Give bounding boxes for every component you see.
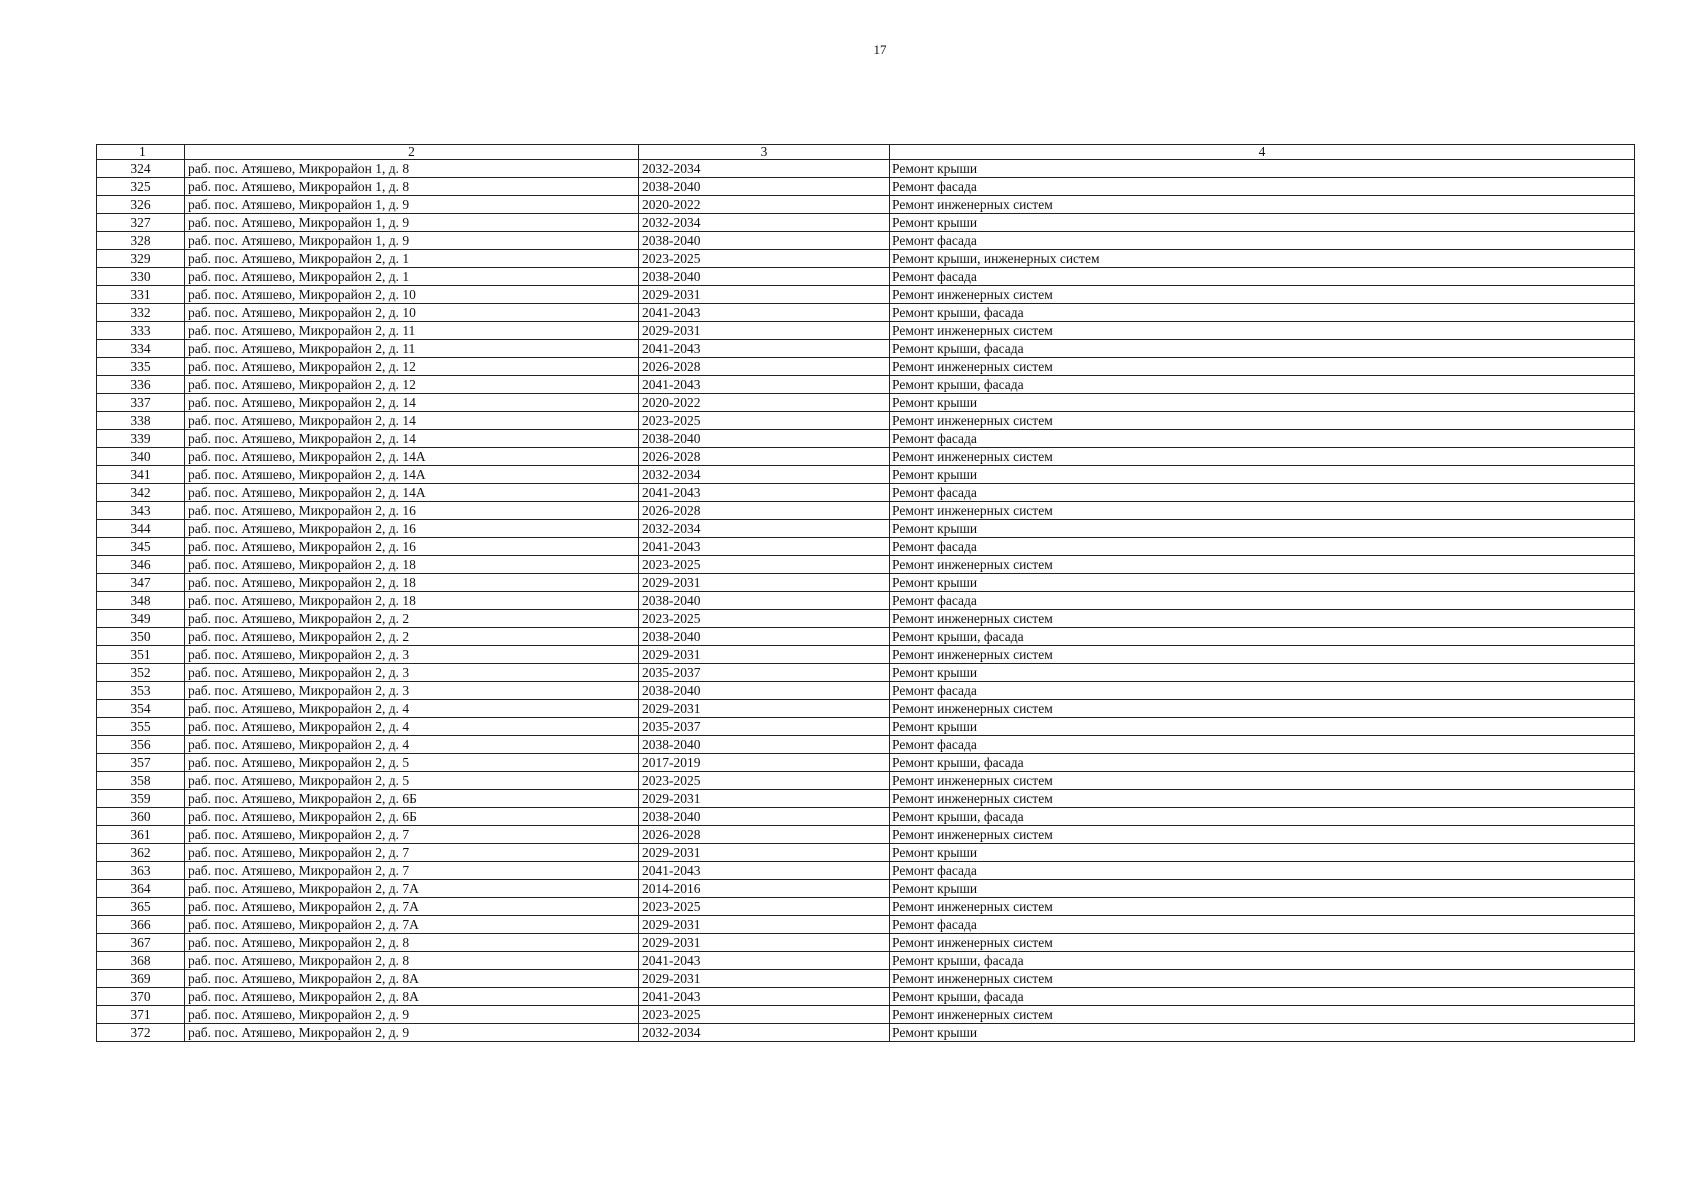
row-address: раб. пос. Атяшево, Микрорайон 2, д. 8 [185, 952, 639, 970]
table-row [97, 520, 1635, 538]
table-row [97, 268, 1635, 286]
row-period: 2032-2034 [639, 466, 890, 484]
row-period: 2023-2025 [639, 250, 890, 268]
row-period: 2023-2025 [639, 772, 890, 790]
table-row [97, 178, 1635, 196]
table-row [97, 358, 1635, 376]
table-row [97, 736, 1635, 754]
row-address: раб. пос. Атяшево, Микрорайон 2, д. 4 [185, 736, 639, 754]
row-work-type: Ремонт крыши, фасада [890, 376, 1635, 394]
table-row [97, 556, 1635, 574]
row-work-type: Ремонт фасада [890, 178, 1635, 196]
row-period: 2032-2034 [639, 214, 890, 232]
row-address: раб. пос. Атяшево, Микрорайон 2, д. 4 [185, 718, 639, 736]
row-work-type: Ремонт инженерных систем [890, 358, 1635, 376]
table-row [97, 1006, 1635, 1024]
row-work-type: Ремонт крыши [890, 394, 1635, 412]
row-work-type: Ремонт крыши [890, 520, 1635, 538]
row-address: раб. пос. Атяшево, Микрорайон 2, д. 7 [185, 862, 639, 880]
row-work-type: Ремонт инженерных систем [890, 970, 1635, 988]
row-period: 2038-2040 [639, 628, 890, 646]
row-number: 365 [97, 898, 185, 916]
table-row [97, 808, 1635, 826]
row-number: 350 [97, 628, 185, 646]
row-number: 363 [97, 862, 185, 880]
row-work-type: Ремонт фасада [890, 862, 1635, 880]
row-period: 2035-2037 [639, 664, 890, 682]
table-row [97, 340, 1635, 358]
row-work-type: Ремонт инженерных систем [890, 700, 1635, 718]
row-work-type: Ремонт крыши [890, 466, 1635, 484]
row-work-type: Ремонт инженерных систем [890, 646, 1635, 664]
table-row [97, 322, 1635, 340]
table-row [97, 160, 1635, 178]
table-body [97, 160, 1635, 1042]
row-work-type: Ремонт инженерных систем [890, 790, 1635, 808]
table-row [97, 646, 1635, 664]
row-period: 2026-2028 [639, 826, 890, 844]
row-work-type: Ремонт инженерных систем [890, 826, 1635, 844]
table-row [97, 250, 1635, 268]
row-period: 2038-2040 [639, 592, 890, 610]
row-address: раб. пос. Атяшево, Микрорайон 2, д. 12 [185, 376, 639, 394]
row-work-type: Ремонт крыши, фасада [890, 808, 1635, 826]
row-period: 2029-2031 [639, 844, 890, 862]
row-work-type: Ремонт инженерных систем [890, 286, 1635, 304]
table-row [97, 232, 1635, 250]
row-address: раб. пос. Атяшево, Микрорайон 2, д. 11 [185, 322, 639, 340]
row-period: 2041-2043 [639, 862, 890, 880]
row-work-type: Ремонт крыши [890, 160, 1635, 178]
row-address: раб. пос. Атяшево, Микрорайон 2, д. 14 [185, 412, 639, 430]
table-row [97, 286, 1635, 304]
repair-schedule-table [96, 144, 1635, 1042]
row-period: 2029-2031 [639, 574, 890, 592]
row-number: 355 [97, 718, 185, 736]
column-header-1: 1 [97, 145, 185, 160]
row-work-type: Ремонт инженерных систем [890, 448, 1635, 466]
row-address: раб. пос. Атяшево, Микрорайон 2, д. 14А [185, 466, 639, 484]
row-number: 362 [97, 844, 185, 862]
row-period: 2038-2040 [639, 430, 890, 448]
row-period: 2029-2031 [639, 934, 890, 952]
row-address: раб. пос. Атяшево, Микрорайон 2, д. 12 [185, 358, 639, 376]
row-work-type: Ремонт фасада [890, 736, 1635, 754]
row-number: 337 [97, 394, 185, 412]
row-number: 351 [97, 646, 185, 664]
row-address: раб. пос. Атяшево, Микрорайон 2, д. 8 [185, 934, 639, 952]
row-address: раб. пос. Атяшево, Микрорайон 2, д. 3 [185, 664, 639, 682]
row-address: раб. пос. Атяшево, Микрорайон 1, д. 8 [185, 160, 639, 178]
row-address: раб. пос. Атяшево, Микрорайон 2, д. 7 [185, 826, 639, 844]
table-row [97, 448, 1635, 466]
row-work-type: Ремонт фасада [890, 916, 1635, 934]
row-work-type: Ремонт инженерных систем [890, 934, 1635, 952]
table-row [97, 772, 1635, 790]
row-work-type: Ремонт инженерных систем [890, 412, 1635, 430]
row-period: 2041-2043 [639, 340, 890, 358]
row-period: 2023-2025 [639, 556, 890, 574]
row-number: 343 [97, 502, 185, 520]
row-number: 347 [97, 574, 185, 592]
row-period: 2038-2040 [639, 232, 890, 250]
row-work-type: Ремонт фасада [890, 430, 1635, 448]
row-number: 359 [97, 790, 185, 808]
row-number: 372 [97, 1024, 185, 1042]
row-number: 357 [97, 754, 185, 772]
row-number: 339 [97, 430, 185, 448]
row-period: 2041-2043 [639, 538, 890, 556]
row-work-type: Ремонт инженерных систем [890, 196, 1635, 214]
table-row [97, 826, 1635, 844]
row-period: 2029-2031 [639, 790, 890, 808]
row-address: раб. пос. Атяшево, Микрорайон 2, д. 11 [185, 340, 639, 358]
row-address: раб. пос. Атяшево, Микрорайон 2, д. 7А [185, 916, 639, 934]
row-period: 2029-2031 [639, 286, 890, 304]
row-work-type: Ремонт инженерных систем [890, 502, 1635, 520]
row-address: раб. пос. Атяшево, Микрорайон 1, д. 9 [185, 232, 639, 250]
table-header [97, 145, 1635, 160]
row-number: 340 [97, 448, 185, 466]
row-address: раб. пос. Атяшево, Микрорайон 2, д. 10 [185, 304, 639, 322]
row-number: 344 [97, 520, 185, 538]
row-address: раб. пос. Атяшево, Микрорайон 2, д. 18 [185, 592, 639, 610]
table-row [97, 376, 1635, 394]
row-number: 354 [97, 700, 185, 718]
row-address: раб. пос. Атяшево, Микрорайон 2, д. 1 [185, 250, 639, 268]
row-address: раб. пос. Атяшево, Микрорайон 2, д. 16 [185, 538, 639, 556]
row-period: 2032-2034 [639, 520, 890, 538]
row-number: 348 [97, 592, 185, 610]
row-number: 369 [97, 970, 185, 988]
row-work-type: Ремонт крыши [890, 880, 1635, 898]
row-number: 324 [97, 160, 185, 178]
row-period: 2029-2031 [639, 322, 890, 340]
row-number: 341 [97, 466, 185, 484]
table-row [97, 880, 1635, 898]
row-period: 2026-2028 [639, 448, 890, 466]
row-work-type: Ремонт крыши [890, 844, 1635, 862]
row-number: 333 [97, 322, 185, 340]
row-period: 2026-2028 [639, 502, 890, 520]
row-address: раб. пос. Атяшево, Микрорайон 2, д. 3 [185, 682, 639, 700]
row-number: 346 [97, 556, 185, 574]
row-work-type: Ремонт крыши [890, 664, 1635, 682]
row-period: 2029-2031 [639, 646, 890, 664]
row-period: 2038-2040 [639, 808, 890, 826]
row-work-type: Ремонт крыши, фасада [890, 340, 1635, 358]
table-row [97, 862, 1635, 880]
row-number: 345 [97, 538, 185, 556]
table-row [97, 682, 1635, 700]
row-number: 329 [97, 250, 185, 268]
row-number: 364 [97, 880, 185, 898]
table-row [97, 412, 1635, 430]
table-row [97, 1024, 1635, 1042]
row-work-type: Ремонт крыши [890, 574, 1635, 592]
row-number: 336 [97, 376, 185, 394]
row-period: 2023-2025 [639, 1006, 890, 1024]
table-row [97, 574, 1635, 592]
row-address: раб. пос. Атяшево, Микрорайон 2, д. 16 [185, 520, 639, 538]
row-address: раб. пос. Атяшево, Микрорайон 1, д. 9 [185, 196, 639, 214]
row-period: 2038-2040 [639, 682, 890, 700]
row-address: раб. пос. Атяшево, Микрорайон 2, д. 16 [185, 502, 639, 520]
row-address: раб. пос. Атяшево, Микрорайон 2, д. 2 [185, 628, 639, 646]
row-work-type: Ремонт фасада [890, 232, 1635, 250]
row-work-type: Ремонт фасада [890, 538, 1635, 556]
row-work-type: Ремонт крыши, фасада [890, 754, 1635, 772]
table-row [97, 790, 1635, 808]
row-period: 2020-2022 [639, 196, 890, 214]
row-address: раб. пос. Атяшево, Микрорайон 2, д. 4 [185, 700, 639, 718]
row-period: 2020-2022 [639, 394, 890, 412]
row-work-type: Ремонт крыши, инженерных систем [890, 250, 1635, 268]
table-row [97, 196, 1635, 214]
row-address: раб. пос. Атяшево, Микрорайон 2, д. 8А [185, 988, 639, 1006]
row-number: 361 [97, 826, 185, 844]
row-number: 356 [97, 736, 185, 754]
row-work-type: Ремонт крыши [890, 214, 1635, 232]
row-address: раб. пос. Атяшево, Микрорайон 2, д. 14 [185, 430, 639, 448]
row-work-type: Ремонт крыши [890, 718, 1635, 736]
table-row [97, 988, 1635, 1006]
row-period: 2029-2031 [639, 970, 890, 988]
row-number: 331 [97, 286, 185, 304]
row-number: 358 [97, 772, 185, 790]
row-period: 2029-2031 [639, 700, 890, 718]
row-number: 370 [97, 988, 185, 1006]
row-address: раб. пос. Атяшево, Микрорайон 2, д. 5 [185, 772, 639, 790]
row-number: 335 [97, 358, 185, 376]
row-period: 2026-2028 [639, 358, 890, 376]
row-work-type: Ремонт крыши, фасада [890, 952, 1635, 970]
column-header-2: 2 [185, 145, 639, 160]
table-row [97, 952, 1635, 970]
row-address: раб. пос. Атяшево, Микрорайон 2, д. 10 [185, 286, 639, 304]
row-number: 366 [97, 916, 185, 934]
row-number: 334 [97, 340, 185, 358]
row-work-type: Ремонт крыши [890, 1024, 1635, 1042]
table-row [97, 502, 1635, 520]
table-row [97, 754, 1635, 772]
row-number: 327 [97, 214, 185, 232]
row-period: 2038-2040 [639, 178, 890, 196]
row-address: раб. пос. Атяшево, Микрорайон 2, д. 1 [185, 268, 639, 286]
table-row [97, 538, 1635, 556]
page-number: 17 [873, 42, 887, 57]
row-address: раб. пос. Атяшево, Микрорайон 2, д. 6Б [185, 790, 639, 808]
row-period: 2023-2025 [639, 412, 890, 430]
table-row [97, 934, 1635, 952]
table-row [97, 916, 1635, 934]
table-row [97, 718, 1635, 736]
row-period: 2041-2043 [639, 988, 890, 1006]
row-number: 338 [97, 412, 185, 430]
row-number: 326 [97, 196, 185, 214]
table-row [97, 898, 1635, 916]
row-period: 2029-2031 [639, 916, 890, 934]
row-period: 2017-2019 [639, 754, 890, 772]
row-number: 352 [97, 664, 185, 682]
row-number: 349 [97, 610, 185, 628]
row-work-type: Ремонт фасада [890, 682, 1635, 700]
row-address: раб. пос. Атяшево, Микрорайон 2, д. 7А [185, 898, 639, 916]
row-number: 332 [97, 304, 185, 322]
row-number: 342 [97, 484, 185, 502]
row-address: раб. пос. Атяшево, Микрорайон 2, д. 3 [185, 646, 639, 664]
row-address: раб. пос. Атяшево, Микрорайон 2, д. 9 [185, 1024, 639, 1042]
table-row [97, 700, 1635, 718]
row-period: 2041-2043 [639, 484, 890, 502]
row-address: раб. пос. Атяшево, Микрорайон 2, д. 7 [185, 844, 639, 862]
column-header-3: 3 [639, 145, 890, 160]
row-work-type: Ремонт фасада [890, 268, 1635, 286]
row-period: 2041-2043 [639, 304, 890, 322]
row-work-type: Ремонт инженерных систем [890, 1006, 1635, 1024]
row-address: раб. пос. Атяшево, Микрорайон 1, д. 8 [185, 178, 639, 196]
row-number: 368 [97, 952, 185, 970]
row-number: 371 [97, 1006, 185, 1024]
row-period: 2023-2025 [639, 898, 890, 916]
row-number: 328 [97, 232, 185, 250]
table-row [97, 844, 1635, 862]
table-row [97, 466, 1635, 484]
row-work-type: Ремонт инженерных систем [890, 898, 1635, 916]
row-number: 353 [97, 682, 185, 700]
row-address: раб. пос. Атяшево, Микрорайон 2, д. 6Б [185, 808, 639, 826]
row-work-type: Ремонт инженерных систем [890, 322, 1635, 340]
row-period: 2023-2025 [639, 610, 890, 628]
row-address: раб. пос. Атяшево, Микрорайон 2, д. 5 [185, 754, 639, 772]
row-number: 367 [97, 934, 185, 952]
row-address: раб. пос. Атяшево, Микрорайон 2, д. 14А [185, 484, 639, 502]
row-period: 2014-2016 [639, 880, 890, 898]
row-period: 2038-2040 [639, 268, 890, 286]
table-row [97, 304, 1635, 322]
row-work-type: Ремонт фасада [890, 484, 1635, 502]
row-address: раб. пос. Атяшево, Микрорайон 2, д. 8А [185, 970, 639, 988]
row-address: раб. пос. Атяшево, Микрорайон 2, д. 9 [185, 1006, 639, 1024]
table-row [97, 628, 1635, 646]
row-address: раб. пос. Атяшево, Микрорайон 2, д. 18 [185, 556, 639, 574]
row-period: 2038-2040 [639, 736, 890, 754]
table-row [97, 484, 1635, 502]
row-work-type: Ремонт крыши, фасада [890, 628, 1635, 646]
row-period: 2032-2034 [639, 1024, 890, 1042]
row-period: 2041-2043 [639, 952, 890, 970]
table-row [97, 664, 1635, 682]
row-address: раб. пос. Атяшево, Микрорайон 2, д. 18 [185, 574, 639, 592]
row-number: 325 [97, 178, 185, 196]
table-row [97, 430, 1635, 448]
row-period: 2032-2034 [639, 160, 890, 178]
row-work-type: Ремонт крыши, фасада [890, 304, 1635, 322]
row-period: 2035-2037 [639, 718, 890, 736]
table-row [97, 610, 1635, 628]
row-work-type: Ремонт инженерных систем [890, 556, 1635, 574]
row-work-type: Ремонт фасада [890, 592, 1635, 610]
row-period: 2041-2043 [639, 376, 890, 394]
table-row [97, 394, 1635, 412]
row-work-type: Ремонт крыши, фасада [890, 988, 1635, 1006]
row-address: раб. пос. Атяшево, Микрорайон 2, д. 2 [185, 610, 639, 628]
row-work-type: Ремонт инженерных систем [890, 610, 1635, 628]
row-address: раб. пос. Атяшево, Микрорайон 2, д. 14А [185, 448, 639, 466]
table-row [97, 592, 1635, 610]
row-address: раб. пос. Атяшево, Микрорайон 2, д. 7А [185, 880, 639, 898]
header-row [97, 145, 1635, 160]
table-row [97, 970, 1635, 988]
row-number: 360 [97, 808, 185, 826]
row-work-type: Ремонт инженерных систем [890, 772, 1635, 790]
row-address: раб. пос. Атяшево, Микрорайон 2, д. 14 [185, 394, 639, 412]
column-header-4: 4 [890, 145, 1635, 160]
table-row [97, 214, 1635, 232]
row-number: 330 [97, 268, 185, 286]
row-address: раб. пос. Атяшево, Микрорайон 1, д. 9 [185, 214, 639, 232]
